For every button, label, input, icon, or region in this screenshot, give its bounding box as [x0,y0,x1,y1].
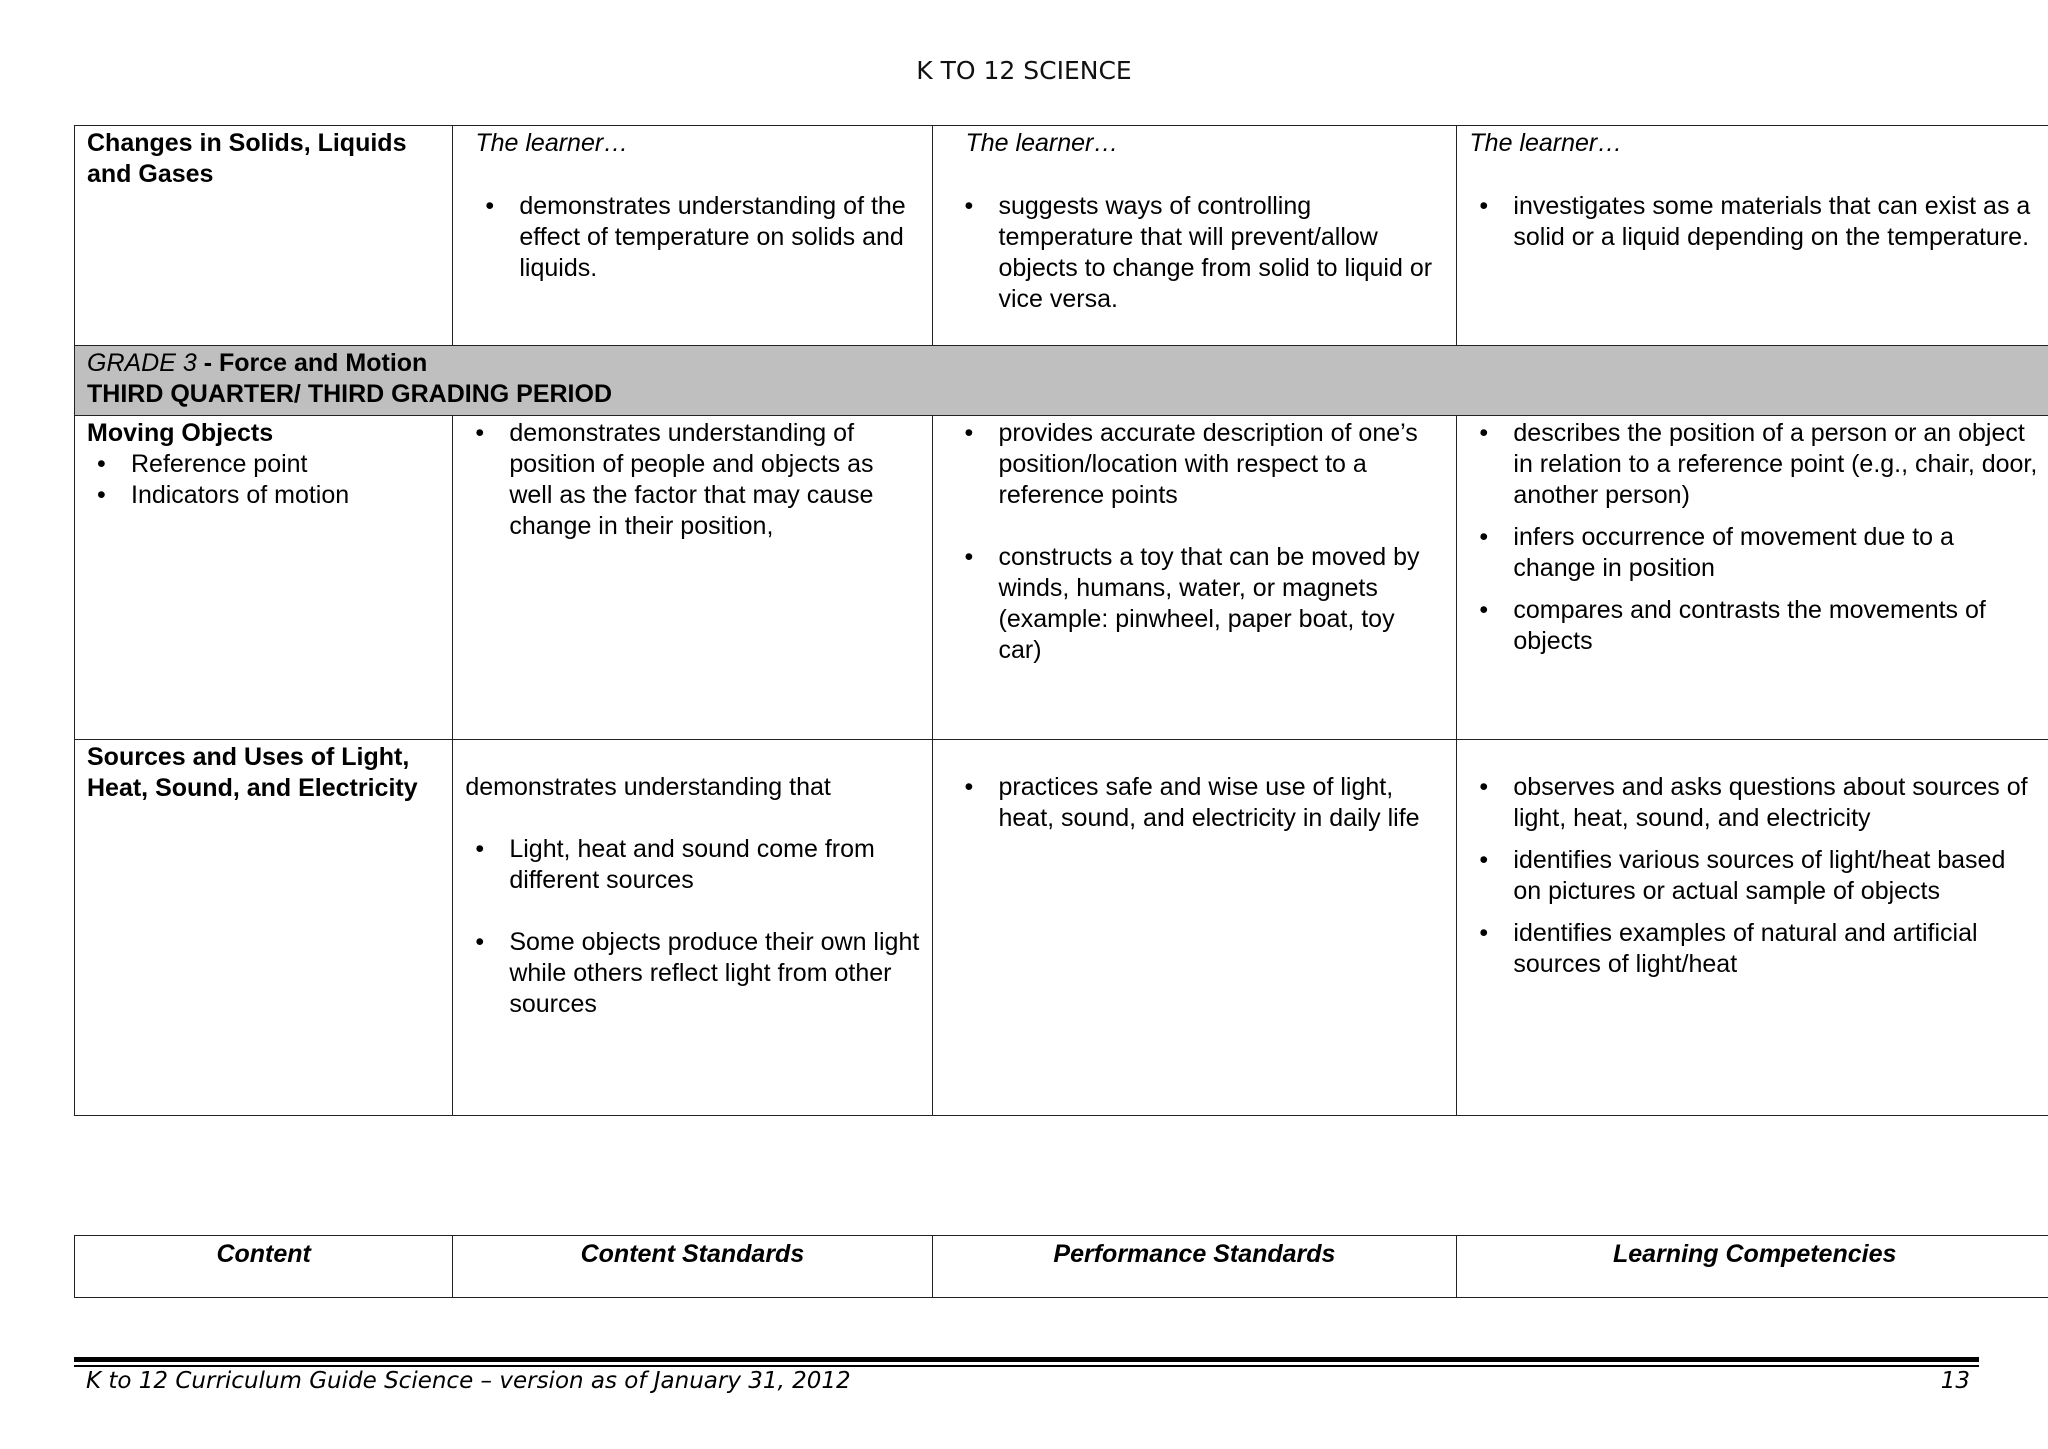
list-item: • Indicators of motion [131,480,440,511]
grade-band-row [75,346,2048,416]
list-item: • compares and contrasts the movements of objects [1513,595,2040,657]
list-item: • Reference point [131,449,440,480]
list-item: • provides accurate description of one’s position/location with respect to a reference points [999,418,1445,511]
content-title: Sources and Uses of Light, Heat, Sound, and Electricity [87,743,418,802]
bullet-list [465,834,919,1020]
page-header: K TO 12 SCIENCE [916,56,1132,85]
bullet-list [955,418,1445,666]
content-standards-cell [453,126,932,346]
bullet-list [1469,418,2040,657]
bullet-list [1469,772,2040,980]
grade-topic: - Force and Motion [196,349,428,377]
list-item: • constructs a toy that can be moved by winds, humans, water, or magnets (example: pinwheel, paper boat, toy car) [999,542,1445,666]
learning-competencies-cell [1457,126,2048,346]
bullet-list [955,772,1445,834]
bullet-list [465,418,919,542]
list-item: • observes and asks questions about sources of light, heat, sound, and electricity [1513,772,2040,834]
footer-rule-thick [74,1357,1979,1362]
list-item: • suggests ways of controlling temperature that will prevent/allow objects to change from solid to liquid or vice versa. [999,191,1445,315]
content-items [87,449,440,511]
quarter-label: THIRD QUARTER/ THIRD GRADING PERIOD [87,380,612,408]
grade-line [87,348,2040,379]
grade-label: GRADE 3 [87,349,197,377]
content-standards-cell [453,740,932,1116]
list-item: • Light, heat and sound come from different sources [509,834,919,896]
learning-competencies-cell [1457,416,2048,740]
header-row [75,1236,2048,1298]
table-row [75,126,2048,346]
content-title: Changes in Solids, Liquids and Gases [87,129,407,188]
bullet-list [955,191,1445,315]
list-item: • demonstrates understanding of position of people and objects as well as the factor that may cause change in their position, [509,418,919,542]
list-item: • Some objects produce their own light while others reflect light from other sources [509,927,919,1020]
header-content-standards: Content Standards [453,1236,932,1298]
performance-standards-cell [932,126,1457,346]
list-item: • investigates some materials that can exist as a solid or a liquid depending on the temperature. [1513,191,2040,253]
learner-label: The learner… [1469,129,1623,157]
list-item: • describes the position of a person or an object in relation to a reference point (e.g., chair, door, another person) [1513,418,2040,511]
table-row [75,416,2048,740]
page-number: 13 [1940,1368,1970,1394]
content-title: Moving Objects [87,419,274,447]
standard-lead: demonstrates understanding that [465,773,831,801]
content-cell [75,126,453,346]
header-learning-competencies: Learning Competencies [1457,1236,2048,1298]
bullet-list [475,191,919,284]
list-item: • practices safe and wise use of light, heat, sound, and electricity in daily life [999,772,1445,834]
performance-standards-cell [932,416,1457,740]
footer-rule-thin [74,1365,1979,1367]
list-item: • identifies examples of natural and artificial sources of light/heat [1513,918,2040,980]
learner-label: The learner… [475,129,629,157]
column-header-table [74,1235,2048,1298]
content-standards-cell [453,416,932,740]
learner-label: The learner… [965,129,1119,157]
performance-standards-cell [932,740,1457,1116]
content-cell [75,416,453,740]
list-item: • demonstrates understanding of the effect of temperature on solids and liquids. [519,191,919,284]
grade-band [75,346,2048,416]
bullet-list [1469,191,2040,253]
list-item: • identifies various sources of light/heat based on pictures or actual sample of objects [1513,845,2040,907]
footer-text: K to 12 Curriculum Guide Science – version as of January 31, 2012 [86,1368,851,1394]
learning-competencies-cell [1457,740,2048,1116]
content-cell [75,740,453,1116]
table-row [75,740,2048,1116]
header-content: Content [75,1236,453,1298]
list-item: • infers occurrence of movement due to a change in position [1513,522,2040,584]
curriculum-table [74,125,2048,1116]
header-performance-standards: Performance Standards [932,1236,1457,1298]
